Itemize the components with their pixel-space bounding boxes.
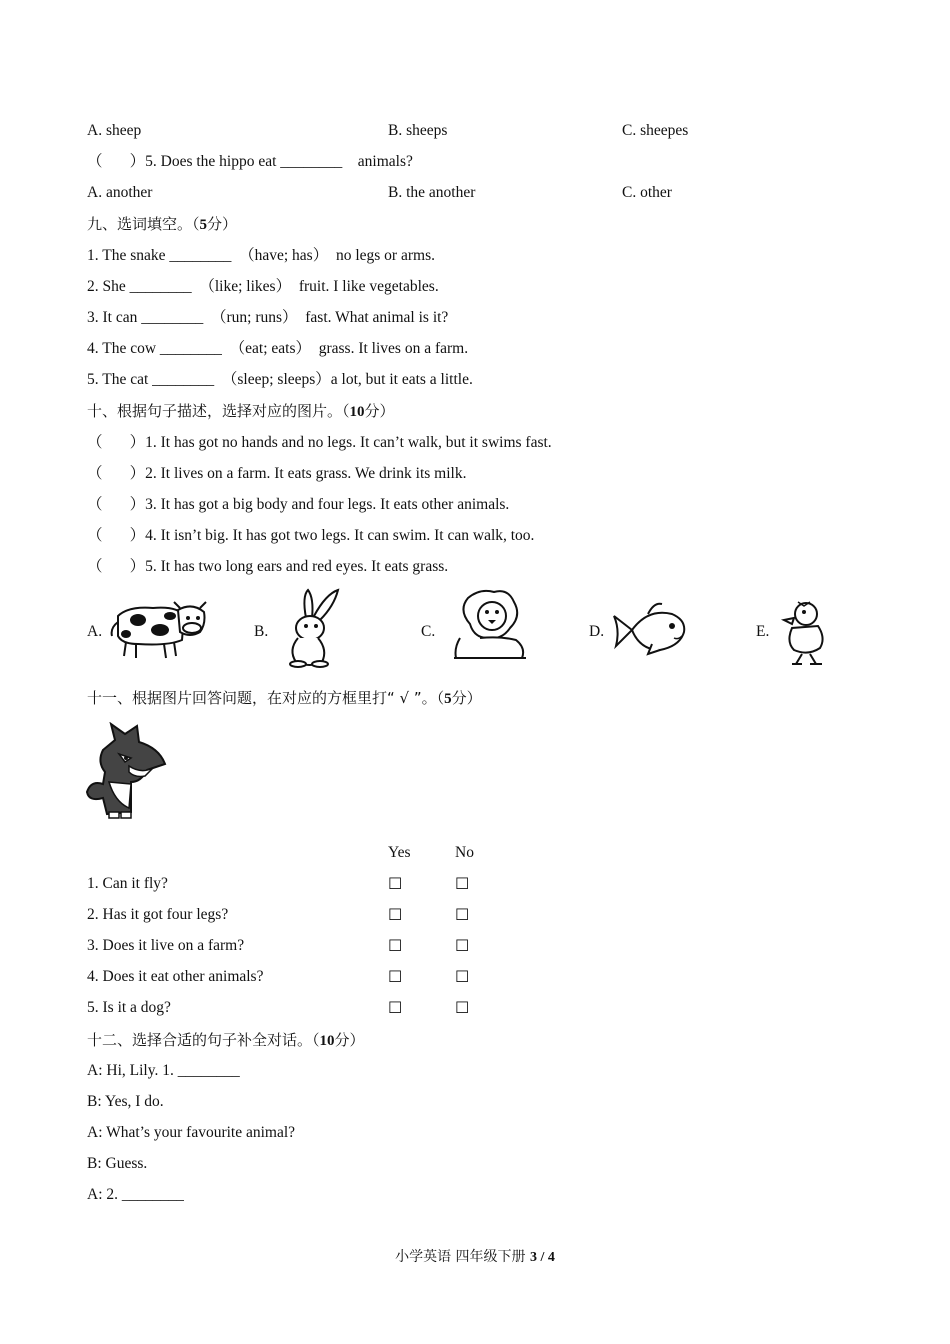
page-footer <box>0 1246 950 1266</box>
duck-icon <box>780 598 830 666</box>
picture-letter: C. <box>421 623 436 640</box>
picture-letter: E. <box>756 623 770 640</box>
option-a: A. sheep <box>87 122 142 139</box>
list-item: （ ）3. It has got a big body and four legs. It eats other animals. <box>87 496 510 513</box>
no-header: No <box>455 844 474 861</box>
picture-letter: D. <box>589 623 605 640</box>
list-item: 5. The cat ________ （sleep; sleeps）a lot, but it eats a little. <box>87 371 473 388</box>
rabbit-icon <box>280 588 344 670</box>
checkbox-yes[interactable]: ☐ <box>388 905 403 924</box>
checkbox-yes[interactable]: ☐ <box>388 967 403 986</box>
list-item: 2. She ________ （like; likes） fruit. I like vegetables. <box>87 278 439 295</box>
picture-letter: B. <box>254 623 269 640</box>
question-text: 2. Has it got four legs? <box>87 906 229 923</box>
dialogue-line: A: 2. ________ <box>87 1186 184 1203</box>
cow-icon <box>108 598 208 662</box>
checkbox-no[interactable]: ☐ <box>455 905 470 924</box>
checkbox-no[interactable]: ☐ <box>455 874 470 893</box>
list-item: 3. It can ________ （run; runs） fast. What animal is it? <box>87 309 449 326</box>
checkbox-no[interactable]: ☐ <box>455 998 470 1017</box>
checkbox-no[interactable]: ☐ <box>455 936 470 955</box>
checkbox-yes[interactable]: ☐ <box>388 874 403 893</box>
fish-icon <box>612 600 688 658</box>
checkbox-yes[interactable]: ☐ <box>388 998 403 1017</box>
option-a: A. another <box>87 184 153 201</box>
dialogue-line: A: What’s your favourite animal? <box>87 1124 296 1141</box>
list-item: 4. The cow ________ （eat; eats） grass. It lives on a farm. <box>87 340 469 357</box>
dialogue-line: B: Guess. <box>87 1155 148 1172</box>
list-item: （ ）4. It isn’t big. It has got two legs. It can swim. It can walk, too. <box>87 527 535 544</box>
option-c: C. other <box>622 184 672 201</box>
section-heading: 十一、根据图片回答问题，在对应的方框里打“ √ ”。（5分） <box>87 689 482 707</box>
option-b: B. the another <box>388 184 476 201</box>
section-heading: 十、根据句子描述，选择对应的图片。（10分） <box>87 402 395 420</box>
dialogue-line: A: Hi, Lily. 1. ________ <box>87 1062 240 1079</box>
list-item: （ ）2. It lives on a farm. It eats grass. We drink its milk. <box>87 465 467 482</box>
option-c: C. sheepes <box>622 122 689 139</box>
list-item: （ ）1. It has got no hands and no legs. It can’t walk, but it swims fast. <box>87 434 552 451</box>
checkbox-no[interactable]: ☐ <box>455 967 470 986</box>
question-text: 1. Can it fly? <box>87 875 168 892</box>
dialogue-line: B: Yes, I do. <box>87 1093 164 1110</box>
footer-text: 小学英语 四年级下册 <box>395 1249 530 1265</box>
section-heading: 十二、选择合适的句子补全对话。（10分） <box>87 1031 365 1049</box>
wolf-icon <box>85 722 175 822</box>
list-item: （ ）5. It has two long ears and red eyes. It eats grass. <box>87 558 449 575</box>
question-text: 4. Does it eat other animals? <box>87 968 264 985</box>
question-text: 5. Is it a dog? <box>87 999 171 1016</box>
option-b: B. sheeps <box>388 122 448 139</box>
checkbox-yes[interactable]: ☐ <box>388 936 403 955</box>
page-number: 3 / 4 <box>530 1250 555 1265</box>
question-text: 3. Does it live on a farm? <box>87 937 245 954</box>
lion-icon <box>450 588 530 664</box>
picture-letter: A. <box>87 623 103 640</box>
section-heading: 九、选词填空。（5分） <box>87 215 238 233</box>
question-stem: （ ）5. Does the hippo eat ________ animals? <box>87 153 413 170</box>
list-item: 1. The snake ________ （have; has） no legs or arms. <box>87 247 435 264</box>
yes-header: Yes <box>388 844 411 861</box>
